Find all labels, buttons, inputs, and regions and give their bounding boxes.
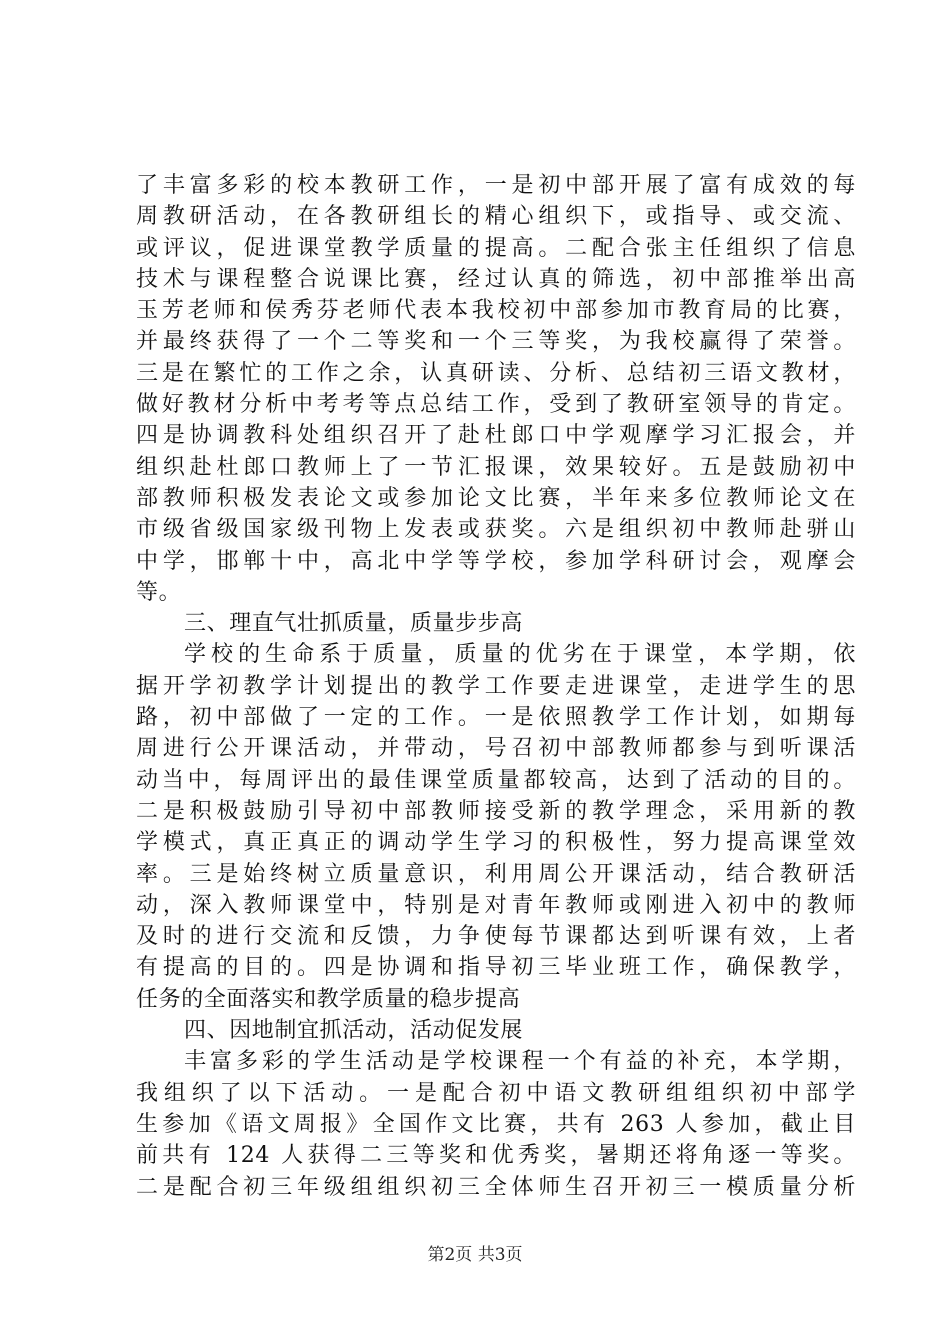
text-line: 二是配合初三年级组组织初三全体师生召开初三一模质量分析	[136, 1174, 856, 1200]
text-line: 动，深入教师课堂中，特别是对青年教师或刚进入初中的教师	[136, 892, 856, 918]
text-line: 及时的进行交流和反馈，力争使每节课都达到听课有效，上者	[136, 924, 856, 950]
text-line: 四、因地制宜抓活动，活动促发展	[184, 1018, 524, 1044]
page-footer: 第2页 共3页	[427, 1245, 523, 1265]
text-line: 中学，邯郸十中，高北中学等学校，参加学科研讨会，观摩会	[136, 548, 856, 574]
text-line: 周进行公开课活动，并带动，号召初中部教师都参与到听课活	[136, 736, 856, 762]
text-line: 率。三是始终树立质量意识，利用周公开课活动，结合教研活	[136, 861, 856, 887]
text-line: 周教研活动，在各教研组长的精心组织下，或指导、或交流、	[136, 204, 856, 230]
text-line: 市级省级国家级刊物上发表或获奖。六是组织初中教师赴骈山	[136, 517, 856, 543]
text-line: 据开学初教学计划提出的教学工作要走进课堂，走进学生的思	[136, 673, 856, 699]
text-line: 前共有 124 人获得二三等奖和优秀奖，暑期还将角逐一等奖。	[136, 1143, 856, 1169]
text-line: 组织赴杜郎口教师上了一节汇报课，效果较好。五是鼓励初中	[136, 454, 856, 480]
text-line: 二是积极鼓励引导初中部教师接受新的教学理念，采用新的教	[136, 798, 856, 824]
text-line: 三是在繁忙的工作之余，认真研读、分析、总结初三语文教材，	[136, 360, 856, 386]
text-line: 等。	[136, 579, 182, 605]
text-line: 学校的生命系于质量，质量的优劣在于课堂，本学期，依	[184, 642, 856, 668]
text-line: 我组织了以下活动。一是配合初中语文教研组组织初中部学	[136, 1080, 856, 1106]
text-line: 任务的全面落实和教学质量的稳步提高	[136, 986, 521, 1012]
text-line: 动当中，每周评出的最佳课堂质量都较高，达到了活动的目的。	[136, 767, 856, 793]
body-text	[136, 170, 856, 1203]
text-line: 路，初中部做了一定的工作。一是依照教学工作计划，如期每	[136, 705, 856, 731]
text-line: 了丰富多彩的校本教研工作，一是初中部开展了富有成效的每	[136, 173, 856, 198]
text-line: 四是协调教科处组织召开了赴杜郎口中学观摩学习汇报会，并	[136, 423, 856, 449]
text-line: 丰富多彩的学生活动是学校课程一个有益的补充，本学期，	[184, 1049, 856, 1075]
text-line: 玉芳老师和侯秀芬老师代表本我校初中部参加市教育局的比赛，	[136, 298, 856, 324]
text-line: 做好教材分析中考考等点总结工作，受到了教研室领导的肯定。	[136, 392, 856, 418]
text-line: 部教师积极发表论文或参加论文比赛，半年来多位教师论文在	[136, 485, 856, 511]
text-line: 并最终获得了一个二等奖和一个三等奖，为我校赢得了荣誉。	[136, 329, 856, 355]
text-line: 学模式，真正真正的调动学生学习的积极性，努力提高课堂效	[136, 830, 856, 856]
text-line: 三、理直气壮抓质量，质量步步高	[184, 611, 524, 637]
text-line: 生参加《语文周报》全国作文比赛，共有 263 人参加，截止目	[136, 1111, 856, 1137]
text-line: 技术与课程整合说课比赛，经过认真的筛选，初中部推举出高	[136, 266, 856, 292]
text-line: 有提高的目的。四是协调和指导初三毕业班工作，确保教学，	[136, 955, 856, 981]
text-line: 或评议，促进课堂教学质量的提高。二配合张主任组织了信息	[136, 235, 856, 261]
